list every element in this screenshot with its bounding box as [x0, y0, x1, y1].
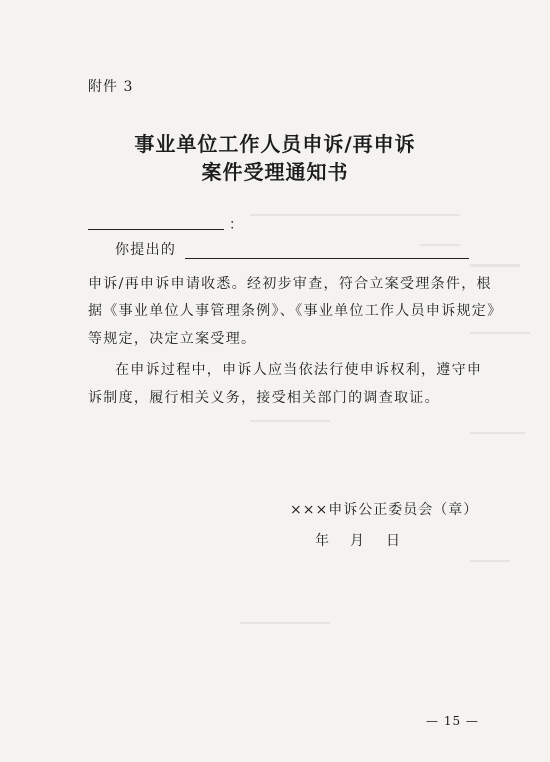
scan-artifact: [470, 332, 530, 334]
body-text-line: 申诉/再申诉申请收悉。经初步审查，符合立案受理条件，根: [88, 276, 492, 292]
date-year-label: 年: [315, 533, 329, 549]
scan-artifact: [250, 214, 460, 216]
attachment-label: 附件 3: [88, 79, 134, 95]
scan-artifact: [470, 264, 520, 267]
scan-artifact: [240, 622, 330, 624]
scan-artifact: [250, 420, 330, 422]
scan-artifact: [470, 432, 525, 434]
scan-artifact: [470, 560, 510, 562]
signing-committee: ×××申诉公正委员会（章）: [290, 502, 479, 518]
addressee-colon: ：: [229, 217, 243, 233]
document-title-line-2: 案件受理通知书: [201, 160, 349, 184]
date-day-label: 日: [386, 533, 400, 549]
scan-artifact: [420, 244, 460, 246]
date-month-label: 月: [350, 533, 364, 549]
body-text-line: 据《事业单位人事管理条例》、《事业单位工作人员申诉规定》: [88, 303, 503, 319]
body-text-line: 在申诉过程中，申诉人应当依法行使申诉权利，遵守申: [115, 362, 483, 378]
submission-prompt: 你提出的: [115, 242, 177, 258]
page-number: — 15 —: [426, 714, 479, 728]
document-title-line-1: 事业单位工作人员申诉/再申诉: [134, 132, 416, 156]
addressee-blank: [88, 228, 224, 230]
submission-blank: [185, 257, 469, 259]
body-text-line: 诉制度，履行相关义务，接受相关部门的调查取证。: [88, 390, 440, 406]
body-text-line: 等规定，决定立案受理。: [88, 331, 257, 347]
